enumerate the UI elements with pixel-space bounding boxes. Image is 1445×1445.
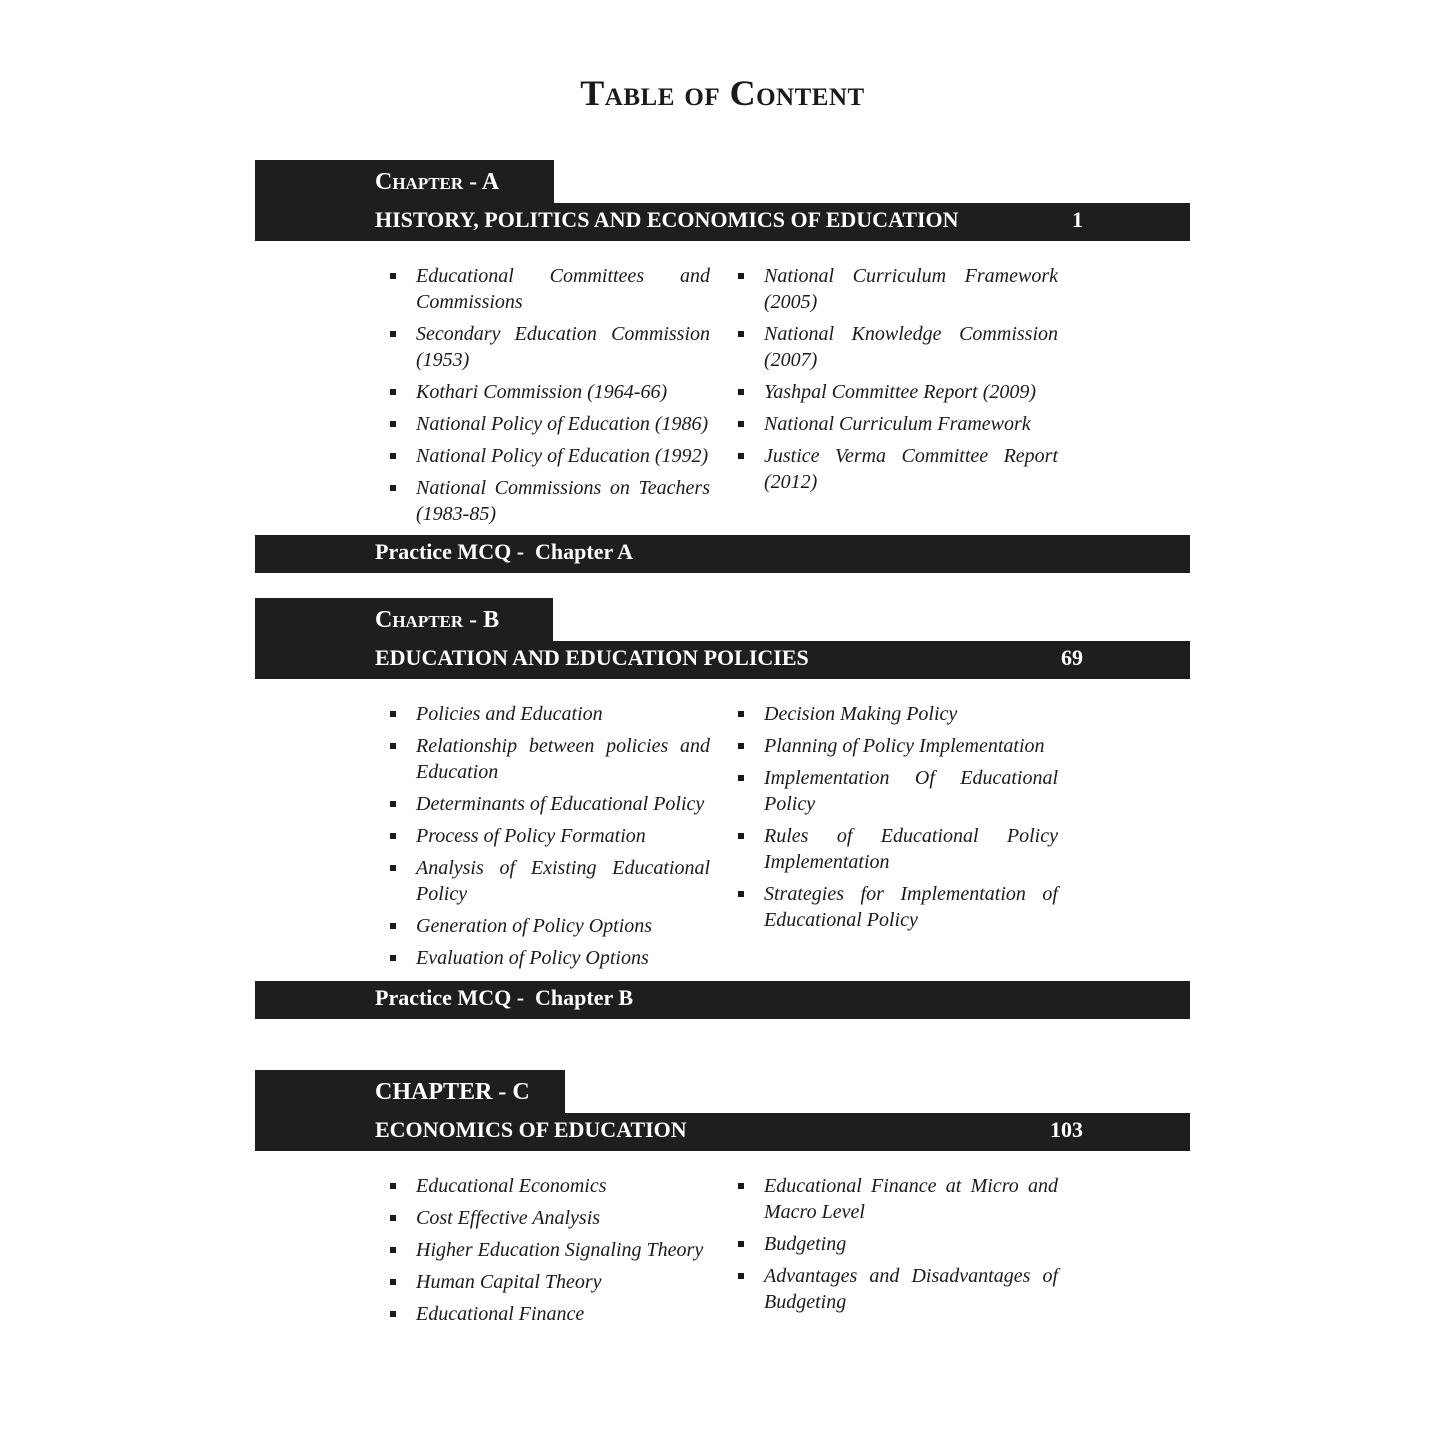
list-item: Rules of Educational Policy Implementation [738,823,1058,875]
list-item: Analysis of Existing Educational Policy [390,855,710,907]
chapter-label: Chapter - B [375,607,500,633]
chapter-title-bar [255,203,1190,241]
bullet-icon [738,331,744,337]
chapter-a-topics-right [738,263,1058,501]
list-item: National Knowledge Commission (2007) [738,321,1058,373]
list-item: National Policy of Education (1992) [390,443,710,469]
bullet-icon [738,743,744,749]
chapter-b-topics-left [390,701,710,977]
list-item: Generation of Policy Options [390,913,710,939]
practice-mcq-bar [255,535,1190,573]
bullet-icon [390,923,396,929]
bullet-icon [390,801,396,807]
list-item: Educational Economics [390,1173,710,1199]
bullet-icon [390,485,396,491]
chapter-title: HISTORY, POLITICS AND ECONOMICS OF EDUCATION [375,207,959,232]
list-item: Strategies for Implementation of Educational Policy [738,881,1058,933]
chapter-page-number: 103 [1050,1117,1083,1142]
bullet-icon [390,1247,396,1253]
list-item: Evaluation of Policy Options [390,945,710,971]
list-item: National Curriculum Framework (2005) [738,263,1058,315]
bullet-icon [738,273,744,279]
chapter-label: Chapter - A [375,169,500,195]
chapter-label: CHAPTER - C [375,1079,530,1105]
chapter-c-topics-left [390,1173,710,1333]
bullet-icon [738,1183,744,1189]
bullet-icon [738,891,744,897]
bullet-icon [738,711,744,717]
bullet-icon [738,775,744,781]
bullet-icon [738,453,744,459]
list-item: National Curriculum Framework [738,411,1058,437]
chapter-a-topics-left [390,263,710,533]
list-item: Relationship between policies and Education [390,733,710,785]
list-item: National Commissions on Teachers (1983-85) [390,475,710,527]
list-item: Advantages and Disadvantages of Budgeting [738,1263,1058,1315]
list-item: National Policy of Education (1986) [390,411,710,437]
list-item: Policies and Education [390,701,710,727]
chapter-title: ECONOMICS OF EDUCATION [375,1117,687,1142]
bullet-icon [390,1311,396,1317]
list-item: Secondary Education Commission (1953) [390,321,710,373]
bullet-icon [390,389,396,395]
bullet-icon [390,1215,396,1221]
chapter-tab [255,1070,565,1114]
list-item: Justice Verma Committee Report (2012) [738,443,1058,495]
chapter-title-bar [255,1113,1190,1151]
practice-mcq-bar [255,981,1190,1019]
chapter-page-number: 69 [1061,645,1083,670]
bullet-icon [390,273,396,279]
practice-mcq-label: Practice MCQ - Chapter B [375,985,634,1010]
practice-mcq-label: Practice MCQ - Chapter A [375,539,634,564]
list-item: Educational Finance at Micro and Macro Level [738,1173,1058,1225]
bullet-icon [390,1183,396,1189]
bullet-icon [390,1279,396,1285]
chapter-title: EDUCATION AND EDUCATION POLICIES [375,645,809,670]
list-item: Cost Effective Analysis [390,1205,710,1231]
bullet-icon [390,331,396,337]
list-item: Implementation Of Educational Policy [738,765,1058,817]
chapter-tab [255,160,554,204]
list-item: Educational Committees and Commissions [390,263,710,315]
bullet-icon [738,389,744,395]
bullet-icon [390,833,396,839]
list-item: Decision Making Policy [738,701,1058,727]
bullet-icon [390,421,396,427]
bullet-icon [390,743,396,749]
list-item: Higher Education Signaling Theory [390,1237,710,1263]
bullet-icon [738,833,744,839]
bullet-icon [738,1241,744,1247]
chapter-page-number: 1 [1072,207,1083,232]
list-item: Human Capital Theory [390,1269,710,1295]
chapter-title-bar [255,641,1190,679]
chapter-tab [255,598,553,642]
bullet-icon [738,1273,744,1279]
list-item: Yashpal Committee Report (2009) [738,379,1058,405]
bullet-icon [738,421,744,427]
page-title: Table of Content [580,73,865,113]
chapter-c-topics-right [738,1173,1058,1321]
list-item: Budgeting [738,1231,1058,1257]
list-item: Planning of Policy Implementation [738,733,1058,759]
bullet-icon [390,711,396,717]
list-item: Kothari Commission (1964-66) [390,379,710,405]
bullet-icon [390,955,396,961]
bullet-icon [390,865,396,871]
bullet-icon [390,453,396,459]
list-item: Educational Finance [390,1301,710,1327]
chapter-b-topics-right [738,701,1058,939]
list-item: Determinants of Educational Policy [390,791,710,817]
list-item: Process of Policy Formation [390,823,710,849]
